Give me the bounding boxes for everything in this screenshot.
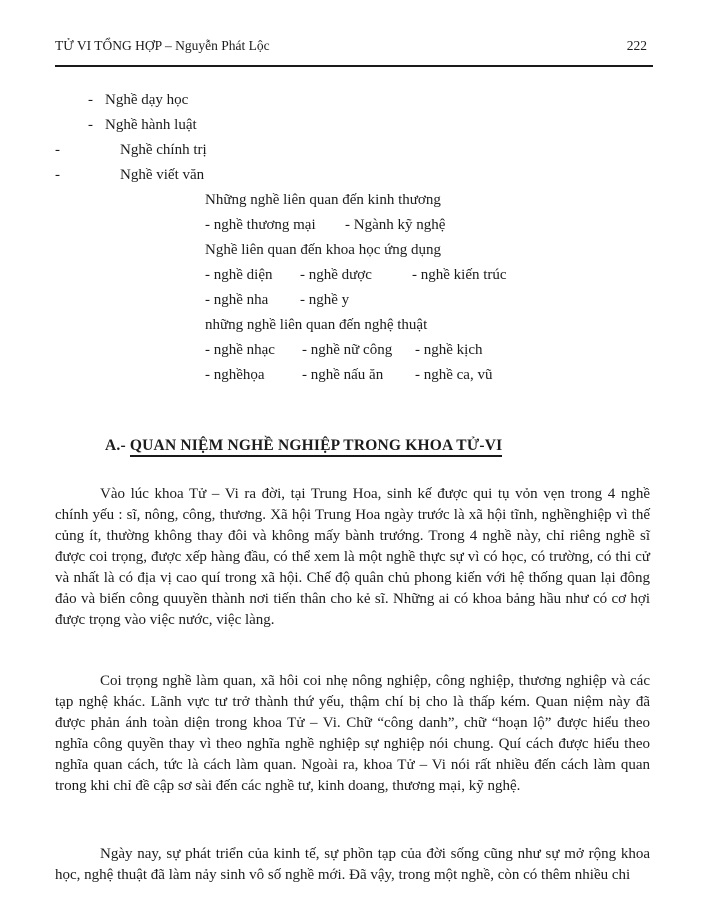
list-item-label: Nghề dạy học bbox=[105, 92, 189, 108]
group-row bbox=[205, 288, 705, 313]
paragraph: Vào lúc khoa Tử – Vi ra đời, tại Trung Hoa, sinh kế được qui tụ vỏn vẹn trong 4 nghề chính yếu : sĩ, nông, công, thương. Xã hội Trung Hoa ngày trước là xã hội tĩnh, nghềnghiệp vì thế củng ít, thường không thay đôi và không mấy bành trướng. Trong 4 nghề này, chỉ riêng nghề sĩ được coi trọng, được xếp hàng đầu, có thể xem là một nghề thực sự vì có học, có trường, có thi cử và nhất là có địa vị cao quí trong xã hội. Chế độ quân chủ phong kiến với hệ thống quan lại đông đảo và biến công quuyền thành nơi tiến thân cho kẻ sĩ. Những ai có khoa bảng hầu như có cơ hợi được trọng vào việc nước, việc làng. bbox=[55, 486, 650, 628]
running-title: TỬ VI TỔNG HỢP – Nguyễn Phát Lộc bbox=[55, 38, 270, 53]
list-item bbox=[55, 138, 705, 163]
group-heading-arts: những nghề liên quan đến nghệ thuật bbox=[205, 317, 428, 333]
group-row bbox=[205, 213, 705, 238]
dash-bullet: - bbox=[55, 167, 60, 183]
group-row bbox=[205, 363, 705, 388]
dash-bullet: - bbox=[55, 142, 60, 158]
job-item: - nghề diện bbox=[205, 267, 273, 283]
list-item-label: Nghề chính trị bbox=[120, 142, 207, 158]
paragraph: Ngày nay, sự phát triển của kinh tế, sự phồn tạp của đời sống cũng như sự mở rộng khoa học, nghệ thuật đã làm nảy sinh vô số nghề mới. Đã vậy, trong một nghề, còn có thêm nhiều chi bbox=[55, 846, 650, 883]
job-item: - nghề nhạc bbox=[205, 342, 275, 358]
job-item: - Ngành kỹ nghệ bbox=[345, 217, 446, 233]
occupation-list bbox=[0, 88, 705, 188]
header-divider bbox=[55, 65, 653, 67]
job-item: - nghềhọa bbox=[205, 367, 265, 383]
dash-bullet: - bbox=[88, 117, 93, 133]
dash-bullet: - bbox=[88, 92, 93, 108]
section-heading bbox=[105, 437, 705, 455]
job-item: - nghề y bbox=[300, 292, 350, 308]
job-item: - nghề kiến trúc bbox=[412, 267, 507, 283]
group-heading-commerce: Những nghề liên quan đến kinh thương bbox=[205, 192, 441, 208]
list-item bbox=[55, 113, 705, 138]
job-item: - nghề dược bbox=[300, 267, 372, 283]
paragraph: Coi trọng nghề làm quan, xã hôi coi nhẹ nông nghiệp, công nghiệp, thương nghiệp và các tạp nghệ khác. Lãnh vực tư trở thành thứ yếu, thậm chí bị cho là thấp kém. Quan niệm này đã được phản ánh toàn diện trong khoa Tử – Vi. Chữ “công danh”, chữ “hoạn lộ” được hiểu theo nghĩa công quyền thay vì theo nghĩa nghề nghiệp sự nghiệp nói chung. Quí cách được hiểu theo nghĩa quan cách, tức là cách làm quan. Ngoài ra, khoa Tử – Vi nói rất nhiều đến cách làm quan trong khi chỉ đề cập sơ sài đến các nghề tư, kinh doang, thương mại, kỹ nghệ. bbox=[55, 673, 650, 794]
section-heading-title: QUAN NIỆM NGHỀ NGHIỆP TRONG KHOA TỬ-VI bbox=[130, 437, 502, 457]
section-heading-prefix: A.- bbox=[105, 437, 130, 454]
job-item: - nghề ca, vũ bbox=[415, 367, 493, 383]
page-header bbox=[0, 0, 705, 54]
page-number: 222 bbox=[626, 38, 647, 53]
job-item: - nghề nữ công bbox=[302, 342, 393, 358]
list-item bbox=[55, 163, 705, 188]
list-item bbox=[55, 88, 705, 113]
group-row bbox=[205, 338, 705, 363]
list-item-label: Nghề hành luật bbox=[105, 117, 197, 133]
job-item: - nghề nha bbox=[205, 292, 269, 308]
job-item: - nghề nấu ăn bbox=[302, 367, 384, 383]
group-row bbox=[205, 263, 705, 288]
occupation-groups bbox=[205, 188, 705, 388]
group-heading-applied-science: Nghề liên quan đến khoa học ứng dụng bbox=[205, 242, 441, 258]
list-item-label: Nghề viết văn bbox=[120, 167, 205, 183]
job-item: - nghề thương mại bbox=[205, 217, 316, 233]
job-item: - nghề kịch bbox=[415, 342, 483, 358]
